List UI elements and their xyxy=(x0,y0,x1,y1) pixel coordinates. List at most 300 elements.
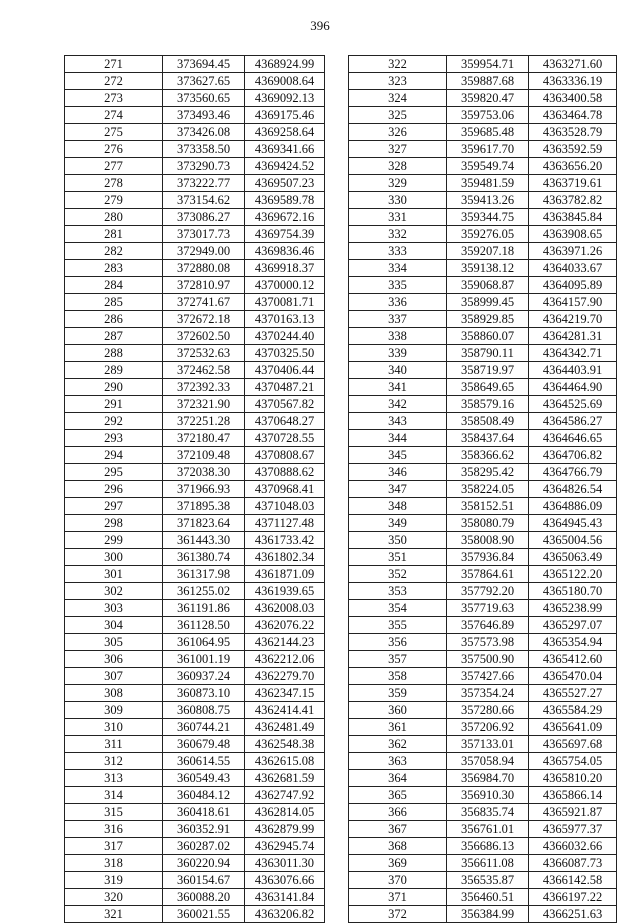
point-number-cell: 308 xyxy=(65,685,163,702)
point-number-cell: 325 xyxy=(349,107,447,124)
point-number-cell: 316 xyxy=(65,821,163,838)
x-coordinate-cell: 372038.30 xyxy=(163,464,245,481)
point-number-cell: 363 xyxy=(349,753,447,770)
x-coordinate-cell: 371966.93 xyxy=(163,481,245,498)
page-number: 396 xyxy=(310,18,330,33)
y-coordinate-cell: 4363592.59 xyxy=(529,141,617,158)
point-number-cell: 355 xyxy=(349,617,447,634)
x-coordinate-cell: 359344.75 xyxy=(447,209,529,226)
y-coordinate-cell: 4370728.55 xyxy=(245,430,325,447)
point-number-cell: 347 xyxy=(349,481,447,498)
point-number-cell: 335 xyxy=(349,277,447,294)
x-coordinate-cell: 358790.11 xyxy=(447,345,529,362)
table-row xyxy=(349,872,617,889)
table-row xyxy=(65,855,325,872)
y-coordinate-cell: 4364646.65 xyxy=(529,430,617,447)
table-row xyxy=(65,583,325,600)
table-row xyxy=(349,600,617,617)
x-coordinate-cell: 373560.65 xyxy=(163,90,245,107)
table-row xyxy=(65,73,325,90)
y-coordinate-cell: 4364095.89 xyxy=(529,277,617,294)
table-row xyxy=(349,107,617,124)
point-number-cell: 302 xyxy=(65,583,163,600)
table-row xyxy=(65,515,325,532)
point-number-cell: 339 xyxy=(349,345,447,362)
table-row xyxy=(349,73,617,90)
x-coordinate-cell: 360614.55 xyxy=(163,753,245,770)
point-number-cell: 278 xyxy=(65,175,163,192)
table-row xyxy=(65,158,325,175)
y-coordinate-cell: 4362814.05 xyxy=(245,804,325,821)
y-coordinate-cell: 4361871.09 xyxy=(245,566,325,583)
table-row xyxy=(65,464,325,481)
x-coordinate-cell: 360418.61 xyxy=(163,804,245,821)
y-coordinate-cell: 4362076.22 xyxy=(245,617,325,634)
point-number-cell: 353 xyxy=(349,583,447,600)
table-row xyxy=(349,396,617,413)
y-coordinate-cell: 4362008.03 xyxy=(245,600,325,617)
x-coordinate-cell: 372251.28 xyxy=(163,413,245,430)
table-row xyxy=(349,889,617,906)
point-number-cell: 322 xyxy=(349,56,447,73)
x-coordinate-cell: 356686.13 xyxy=(447,838,529,855)
table-row xyxy=(349,124,617,141)
table-row xyxy=(349,277,617,294)
table-row xyxy=(349,583,617,600)
x-coordinate-cell: 360937.24 xyxy=(163,668,245,685)
table-row xyxy=(65,447,325,464)
table-row xyxy=(349,753,617,770)
table-row xyxy=(65,311,325,328)
table-row xyxy=(349,515,617,532)
point-number-cell: 303 xyxy=(65,600,163,617)
y-coordinate-cell: 4362279.70 xyxy=(245,668,325,685)
point-number-cell: 300 xyxy=(65,549,163,566)
y-coordinate-cell: 4370081.71 xyxy=(245,294,325,311)
y-coordinate-cell: 4370808.67 xyxy=(245,447,325,464)
y-coordinate-cell: 4365866.14 xyxy=(529,787,617,804)
point-number-cell: 356 xyxy=(349,634,447,651)
point-number-cell: 312 xyxy=(65,753,163,770)
x-coordinate-cell: 358008.90 xyxy=(447,532,529,549)
x-coordinate-cell: 357206.92 xyxy=(447,719,529,736)
table-row xyxy=(65,260,325,277)
x-coordinate-cell: 372741.67 xyxy=(163,294,245,311)
table-row xyxy=(349,294,617,311)
y-coordinate-cell: 4365697.68 xyxy=(529,736,617,753)
table-row xyxy=(65,413,325,430)
point-number-cell: 337 xyxy=(349,311,447,328)
x-coordinate-cell: 361255.02 xyxy=(163,583,245,600)
point-number-cell: 333 xyxy=(349,243,447,260)
table-row xyxy=(65,804,325,821)
y-coordinate-cell: 4363206.82 xyxy=(245,906,325,923)
table-row xyxy=(65,549,325,566)
y-coordinate-cell: 4363719.61 xyxy=(529,175,617,192)
table-row xyxy=(349,498,617,515)
point-number-cell: 309 xyxy=(65,702,163,719)
table-row xyxy=(349,821,617,838)
x-coordinate-cell: 371823.64 xyxy=(163,515,245,532)
table-row xyxy=(65,736,325,753)
y-coordinate-cell: 4366032.66 xyxy=(529,838,617,855)
x-coordinate-cell: 373426.08 xyxy=(163,124,245,141)
point-number-cell: 288 xyxy=(65,345,163,362)
table-row xyxy=(349,770,617,787)
table-row xyxy=(65,532,325,549)
x-coordinate-cell: 357133.01 xyxy=(447,736,529,753)
point-number-cell: 274 xyxy=(65,107,163,124)
point-number-cell: 368 xyxy=(349,838,447,855)
table-row xyxy=(65,56,325,73)
y-coordinate-cell: 4364826.54 xyxy=(529,481,617,498)
point-number-cell: 344 xyxy=(349,430,447,447)
x-coordinate-cell: 358999.45 xyxy=(447,294,529,311)
table-row xyxy=(349,617,617,634)
table-row xyxy=(65,481,325,498)
x-coordinate-cell: 359685.48 xyxy=(447,124,529,141)
point-number-cell: 283 xyxy=(65,260,163,277)
table-row xyxy=(65,124,325,141)
x-coordinate-cell: 357280.66 xyxy=(447,702,529,719)
point-number-cell: 361 xyxy=(349,719,447,736)
table-row xyxy=(65,770,325,787)
point-number-cell: 371 xyxy=(349,889,447,906)
point-number-cell: 315 xyxy=(65,804,163,821)
point-number-cell: 364 xyxy=(349,770,447,787)
y-coordinate-cell: 4370406.44 xyxy=(245,362,325,379)
x-coordinate-cell: 373627.65 xyxy=(163,73,245,90)
x-coordinate-cell: 357573.98 xyxy=(447,634,529,651)
y-coordinate-cell: 4371048.03 xyxy=(245,498,325,515)
y-coordinate-cell: 4365180.70 xyxy=(529,583,617,600)
point-number-cell: 292 xyxy=(65,413,163,430)
x-coordinate-cell: 357792.20 xyxy=(447,583,529,600)
y-coordinate-cell: 4370968.41 xyxy=(245,481,325,498)
x-coordinate-cell: 356460.51 xyxy=(447,889,529,906)
y-coordinate-cell: 4364886.09 xyxy=(529,498,617,515)
x-coordinate-cell: 372180.47 xyxy=(163,430,245,447)
y-coordinate-cell: 4370567.82 xyxy=(245,396,325,413)
y-coordinate-cell: 4369918.37 xyxy=(245,260,325,277)
y-coordinate-cell: 4364342.71 xyxy=(529,345,617,362)
point-number-cell: 330 xyxy=(349,192,447,209)
y-coordinate-cell: 4363464.78 xyxy=(529,107,617,124)
x-coordinate-cell: 357354.24 xyxy=(447,685,529,702)
point-number-cell: 276 xyxy=(65,141,163,158)
x-coordinate-cell: 371895.38 xyxy=(163,498,245,515)
x-coordinate-cell: 358929.85 xyxy=(447,311,529,328)
x-coordinate-cell: 356535.87 xyxy=(447,872,529,889)
x-coordinate-cell: 358579.16 xyxy=(447,396,529,413)
table-row xyxy=(65,243,325,260)
point-number-cell: 296 xyxy=(65,481,163,498)
x-coordinate-cell: 357058.94 xyxy=(447,753,529,770)
x-coordinate-cell: 358649.65 xyxy=(447,379,529,396)
table-row xyxy=(349,855,617,872)
x-coordinate-cell: 356910.30 xyxy=(447,787,529,804)
y-coordinate-cell: 4362945.74 xyxy=(245,838,325,855)
y-coordinate-cell: 4365527.27 xyxy=(529,685,617,702)
x-coordinate-cell: 372462.58 xyxy=(163,362,245,379)
table-row xyxy=(349,413,617,430)
point-number-cell: 345 xyxy=(349,447,447,464)
y-coordinate-cell: 4362681.59 xyxy=(245,770,325,787)
point-number-cell: 289 xyxy=(65,362,163,379)
y-coordinate-cell: 4363782.82 xyxy=(529,192,617,209)
x-coordinate-cell: 358719.97 xyxy=(447,362,529,379)
x-coordinate-cell: 372602.50 xyxy=(163,328,245,345)
point-number-cell: 326 xyxy=(349,124,447,141)
table-row xyxy=(349,209,617,226)
y-coordinate-cell: 4363336.19 xyxy=(529,73,617,90)
y-coordinate-cell: 4370244.40 xyxy=(245,328,325,345)
table-row xyxy=(65,294,325,311)
x-coordinate-cell: 373222.77 xyxy=(163,175,245,192)
x-coordinate-cell: 358437.64 xyxy=(447,430,529,447)
table-row xyxy=(349,311,617,328)
y-coordinate-cell: 4362481.49 xyxy=(245,719,325,736)
y-coordinate-cell: 4363845.84 xyxy=(529,209,617,226)
y-coordinate-cell: 4362615.08 xyxy=(245,753,325,770)
table-row xyxy=(65,141,325,158)
x-coordinate-cell: 372321.90 xyxy=(163,396,245,413)
y-coordinate-cell: 4363656.20 xyxy=(529,158,617,175)
table-row xyxy=(349,651,617,668)
point-number-cell: 301 xyxy=(65,566,163,583)
y-coordinate-cell: 4365004.56 xyxy=(529,532,617,549)
y-coordinate-cell: 4363400.58 xyxy=(529,90,617,107)
y-coordinate-cell: 4365977.37 xyxy=(529,821,617,838)
x-coordinate-cell: 356384.99 xyxy=(447,906,529,923)
x-coordinate-cell: 361443.30 xyxy=(163,532,245,549)
point-number-cell: 369 xyxy=(349,855,447,872)
y-coordinate-cell: 4364464.90 xyxy=(529,379,617,396)
x-coordinate-cell: 360021.55 xyxy=(163,906,245,923)
table-row xyxy=(349,260,617,277)
point-number-cell: 275 xyxy=(65,124,163,141)
table-row xyxy=(349,549,617,566)
table-row xyxy=(65,651,325,668)
x-coordinate-cell: 359413.26 xyxy=(447,192,529,209)
y-coordinate-cell: 4369836.46 xyxy=(245,243,325,260)
point-number-cell: 271 xyxy=(65,56,163,73)
y-coordinate-cell: 4364766.79 xyxy=(529,464,617,481)
table-row xyxy=(65,192,325,209)
x-coordinate-cell: 359068.87 xyxy=(447,277,529,294)
point-number-cell: 282 xyxy=(65,243,163,260)
x-coordinate-cell: 358080.79 xyxy=(447,515,529,532)
point-number-cell: 350 xyxy=(349,532,447,549)
table-row xyxy=(349,175,617,192)
table-row xyxy=(349,328,617,345)
table-row xyxy=(349,226,617,243)
x-coordinate-cell: 360484.12 xyxy=(163,787,245,804)
y-coordinate-cell: 4362414.41 xyxy=(245,702,325,719)
y-coordinate-cell: 4365297.07 xyxy=(529,617,617,634)
table-row xyxy=(349,158,617,175)
y-coordinate-cell: 4362212.06 xyxy=(245,651,325,668)
point-number-cell: 310 xyxy=(65,719,163,736)
point-number-cell: 286 xyxy=(65,311,163,328)
y-coordinate-cell: 4365584.29 xyxy=(529,702,617,719)
table-row xyxy=(65,685,325,702)
table-row xyxy=(65,634,325,651)
x-coordinate-cell: 372109.48 xyxy=(163,447,245,464)
table-row xyxy=(65,379,325,396)
table-row xyxy=(349,668,617,685)
point-number-cell: 294 xyxy=(65,447,163,464)
table-row xyxy=(349,532,617,549)
table-row xyxy=(65,702,325,719)
y-coordinate-cell: 4364586.27 xyxy=(529,413,617,430)
point-number-cell: 281 xyxy=(65,226,163,243)
table-row xyxy=(349,243,617,260)
x-coordinate-cell: 359549.74 xyxy=(447,158,529,175)
y-coordinate-cell: 4369589.78 xyxy=(245,192,325,209)
y-coordinate-cell: 4363141.84 xyxy=(245,889,325,906)
table-row xyxy=(65,719,325,736)
table-row xyxy=(349,566,617,583)
x-coordinate-cell: 357646.89 xyxy=(447,617,529,634)
y-coordinate-cell: 4364157.90 xyxy=(529,294,617,311)
x-coordinate-cell: 361001.19 xyxy=(163,651,245,668)
point-number-cell: 370 xyxy=(349,872,447,889)
point-number-cell: 279 xyxy=(65,192,163,209)
table-row xyxy=(65,821,325,838)
point-number-cell: 329 xyxy=(349,175,447,192)
point-number-cell: 331 xyxy=(349,209,447,226)
x-coordinate-cell: 373493.46 xyxy=(163,107,245,124)
point-number-cell: 341 xyxy=(349,379,447,396)
table-row xyxy=(349,141,617,158)
point-number-cell: 280 xyxy=(65,209,163,226)
point-number-cell: 311 xyxy=(65,736,163,753)
coordinate-table-right xyxy=(348,55,617,923)
point-number-cell: 295 xyxy=(65,464,163,481)
table-row xyxy=(65,328,325,345)
y-coordinate-cell: 4368924.99 xyxy=(245,56,325,73)
x-coordinate-cell: 373358.50 xyxy=(163,141,245,158)
x-coordinate-cell: 360088.20 xyxy=(163,889,245,906)
table-row xyxy=(65,362,325,379)
table-row xyxy=(349,430,617,447)
table-row xyxy=(349,787,617,804)
point-number-cell: 367 xyxy=(349,821,447,838)
table-row xyxy=(65,498,325,515)
x-coordinate-cell: 359481.59 xyxy=(447,175,529,192)
y-coordinate-cell: 4370000.12 xyxy=(245,277,325,294)
point-number-cell: 273 xyxy=(65,90,163,107)
point-number-cell: 327 xyxy=(349,141,447,158)
table-row xyxy=(349,345,617,362)
point-number-cell: 298 xyxy=(65,515,163,532)
y-coordinate-cell: 4364706.82 xyxy=(529,447,617,464)
x-coordinate-cell: 360679.48 xyxy=(163,736,245,753)
x-coordinate-cell: 357864.61 xyxy=(447,566,529,583)
point-number-cell: 321 xyxy=(65,906,163,923)
table-row xyxy=(349,702,617,719)
point-number-cell: 324 xyxy=(349,90,447,107)
table-row xyxy=(349,362,617,379)
y-coordinate-cell: 4365122.20 xyxy=(529,566,617,583)
y-coordinate-cell: 4365470.04 xyxy=(529,668,617,685)
x-coordinate-cell: 359954.71 xyxy=(447,56,529,73)
y-coordinate-cell: 4361733.42 xyxy=(245,532,325,549)
point-number-cell: 320 xyxy=(65,889,163,906)
x-coordinate-cell: 357427.66 xyxy=(447,668,529,685)
point-number-cell: 305 xyxy=(65,634,163,651)
x-coordinate-cell: 360873.10 xyxy=(163,685,245,702)
point-number-cell: 357 xyxy=(349,651,447,668)
table-row xyxy=(349,736,617,753)
x-coordinate-cell: 356835.74 xyxy=(447,804,529,821)
point-number-cell: 340 xyxy=(349,362,447,379)
x-coordinate-cell: 357500.90 xyxy=(447,651,529,668)
y-coordinate-cell: 4364525.69 xyxy=(529,396,617,413)
y-coordinate-cell: 4362747.92 xyxy=(245,787,325,804)
x-coordinate-cell: 356984.70 xyxy=(447,770,529,787)
y-coordinate-cell: 4369672.16 xyxy=(245,209,325,226)
point-number-cell: 317 xyxy=(65,838,163,855)
y-coordinate-cell: 4364219.70 xyxy=(529,311,617,328)
x-coordinate-cell: 360744.21 xyxy=(163,719,245,736)
y-coordinate-cell: 4369754.39 xyxy=(245,226,325,243)
point-number-cell: 318 xyxy=(65,855,163,872)
x-coordinate-cell: 359617.70 xyxy=(447,141,529,158)
y-coordinate-cell: 4369008.64 xyxy=(245,73,325,90)
table-row xyxy=(349,481,617,498)
y-coordinate-cell: 4365063.49 xyxy=(529,549,617,566)
point-number-cell: 323 xyxy=(349,73,447,90)
point-number-cell: 359 xyxy=(349,685,447,702)
table-row xyxy=(65,668,325,685)
y-coordinate-cell: 4363076.66 xyxy=(245,872,325,889)
table-row xyxy=(65,617,325,634)
x-coordinate-cell: 359138.12 xyxy=(447,260,529,277)
y-coordinate-cell: 4364403.91 xyxy=(529,362,617,379)
point-number-cell: 313 xyxy=(65,770,163,787)
y-coordinate-cell: 4366087.73 xyxy=(529,855,617,872)
point-number-cell: 314 xyxy=(65,787,163,804)
point-number-cell: 299 xyxy=(65,532,163,549)
x-coordinate-cell: 358295.42 xyxy=(447,464,529,481)
x-coordinate-cell: 358152.51 xyxy=(447,498,529,515)
table-row xyxy=(349,804,617,821)
y-coordinate-cell: 4363908.65 xyxy=(529,226,617,243)
point-number-cell: 284 xyxy=(65,277,163,294)
x-coordinate-cell: 373290.73 xyxy=(163,158,245,175)
point-number-cell: 277 xyxy=(65,158,163,175)
table-row xyxy=(349,838,617,855)
x-coordinate-cell: 360220.94 xyxy=(163,855,245,872)
table-row xyxy=(349,447,617,464)
table-row xyxy=(349,192,617,209)
x-coordinate-cell: 372532.63 xyxy=(163,345,245,362)
y-coordinate-cell: 4365921.87 xyxy=(529,804,617,821)
x-coordinate-cell: 358224.05 xyxy=(447,481,529,498)
table-row xyxy=(65,209,325,226)
x-coordinate-cell: 358508.49 xyxy=(447,413,529,430)
y-coordinate-cell: 4366142.58 xyxy=(529,872,617,889)
y-coordinate-cell: 4366251.63 xyxy=(529,906,617,923)
y-coordinate-cell: 4369092.13 xyxy=(245,90,325,107)
point-number-cell: 351 xyxy=(349,549,447,566)
table-row xyxy=(349,90,617,107)
table-row xyxy=(65,600,325,617)
point-number-cell: 338 xyxy=(349,328,447,345)
point-number-cell: 362 xyxy=(349,736,447,753)
